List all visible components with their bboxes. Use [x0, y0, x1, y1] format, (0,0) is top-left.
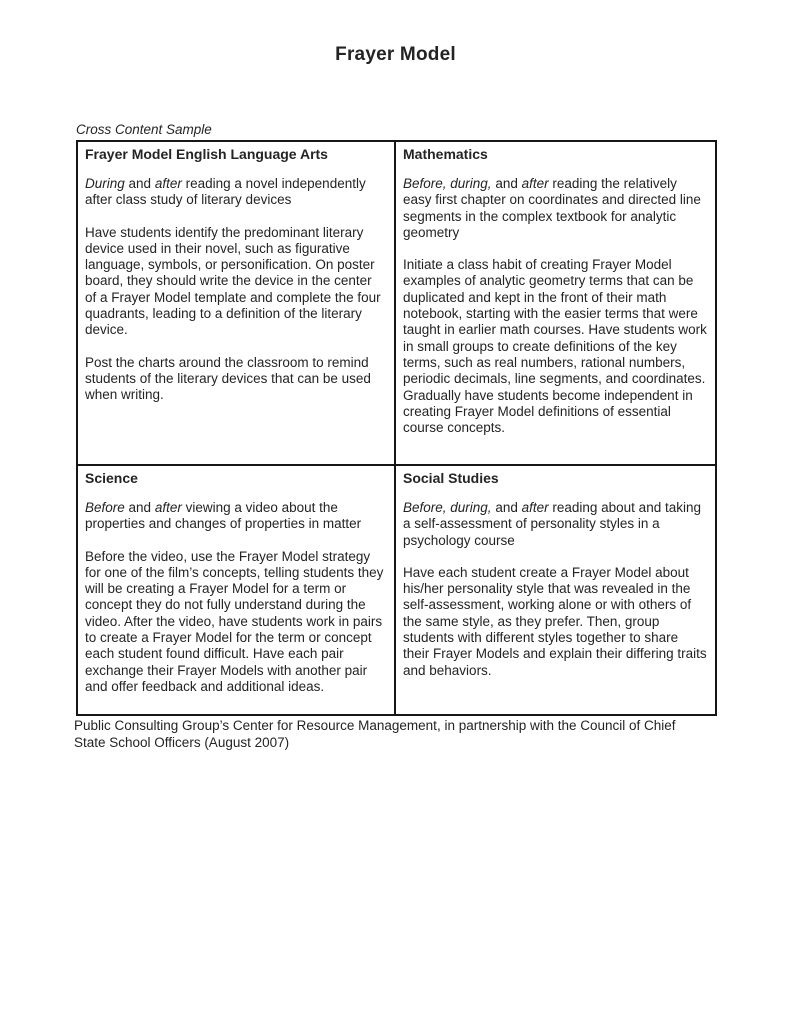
footer-credit: Public Consulting Group’s Center for Resource Management, in partnership with the Council of Chief State School Officers (August 2007) — [74, 718, 676, 750]
cell-paragraph: During and after reading a novel independently after class study of literary devices — [85, 176, 366, 208]
cell-paragraph: Post the charts around the classroom to remind students of the literary devices that can be used when writing. — [85, 354, 371, 403]
cell-header-social-studies: Social Studies — [403, 470, 499, 486]
cell-paragraph: Initiate a class habit of creating Frayer Model examples of analytic geometry terms that can be duplicated and kept in the front of their math notebook, starting with the easier terms that were taught in earlier math courses. Have students work in small groups to create definitions of the key terms, such as real numbers, rational numbers, periodic decimals, line segments, and coordinates. Gradually have students become independent in creating Frayer Model definitions of essential course concepts. — [403, 257, 707, 436]
table-caption: Cross Content Sample — [76, 122, 212, 137]
cell-paragraph: Have students identify the predominant literary device used in their novel, such as figurative language, symbols, or personification. On poster board, they should write the device in the center of a Frayer Model template and complete the four quadrants, leading to a definition of the literary device. — [85, 224, 381, 338]
cell-social-studies — [396, 466, 715, 714]
cell-body-science — [85, 500, 386, 695]
cell-paragraph: Before the video, use the Frayer Model strategy for one of the film’s concepts, telling students they will be creating a Frayer Model for a term or concept they do not fully understand during the video. After the video, have students work in pairs to create a Frayer Model for the term or concept each student found difficult. Have each pair exchange their Frayer Models with another pair and offer feedback and additional ideas. — [85, 548, 384, 694]
cell-paragraph: Before, during, and after reading the relatively easy first chapter on coordinates and directed line segments in the complex textbook for analytic geometry — [403, 176, 701, 240]
cell-header-english-language-arts: Frayer Model English Language Arts — [85, 146, 328, 162]
cell-paragraph: Have each student create a Frayer Model about his/her personality style that was revealed in the self-assessment, working alone or with others of the same style, as they prefer. Then, group students with different styles together to share their Frayer Models and explain their differing traits and behaviors. — [403, 564, 707, 678]
cell-mathematics — [396, 142, 715, 466]
cell-paragraph: Before and after viewing a video about the properties and changes of properties in matter — [85, 500, 362, 532]
cell-body-english-language-arts — [85, 176, 386, 404]
cell-header-mathematics: Mathematics — [403, 146, 488, 162]
cross-content-table — [76, 140, 717, 716]
cell-header-science: Science — [85, 470, 138, 486]
document-title: Frayer Model — [335, 44, 456, 65]
cell-body-mathematics — [403, 176, 707, 436]
cell-science — [78, 466, 396, 714]
cell-english-language-arts — [78, 142, 396, 466]
cell-paragraph: Before, during, and after reading about and taking a self-assessment of personality styles in a psychology course — [403, 500, 701, 548]
cell-body-social-studies — [403, 500, 707, 679]
